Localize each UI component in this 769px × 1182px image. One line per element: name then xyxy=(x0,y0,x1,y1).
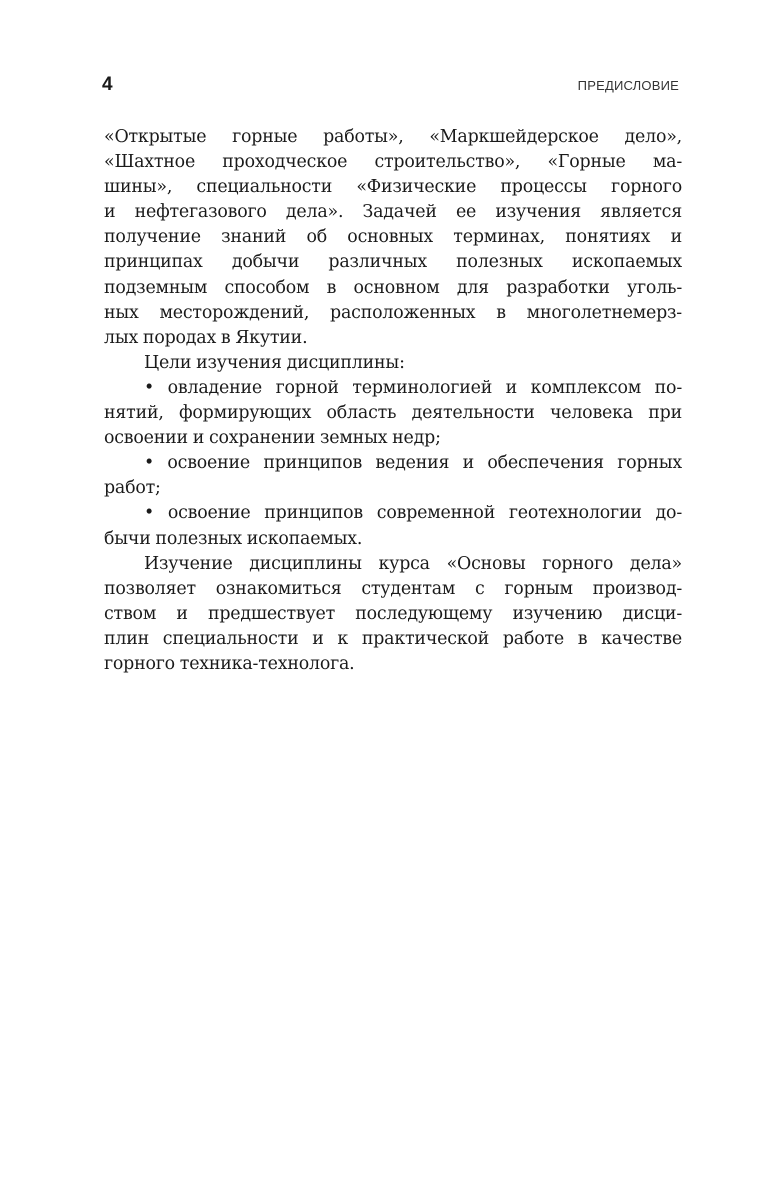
text-line: шины», специальности «Физические процессы горного xyxy=(104,177,682,198)
text-line: и нефтегазового дела». Задачей ее изучения является xyxy=(104,202,682,223)
body-text xyxy=(104,125,682,677)
page-header xyxy=(102,72,679,102)
text-line: ных месторождений, расположенных в многолетнемерз- xyxy=(104,302,682,323)
text-line: горного техника-технолога. xyxy=(104,653,355,674)
text-line: • освоение принципов ведения и обеспечения горных xyxy=(144,453,682,474)
paragraph-intro xyxy=(104,125,682,351)
text-line: • освоение принципов современной геотехнологии до- xyxy=(144,503,682,524)
text-line: получение знаний об основных терминах, понятиях и xyxy=(104,227,682,248)
text-line: освоении и сохранении земных недр; xyxy=(104,428,441,449)
bullet-item xyxy=(104,501,682,551)
text-line: плин специальности и к практической работе в качестве xyxy=(104,628,682,649)
paragraph-conclusion xyxy=(104,552,682,677)
text-line: Изучение дисциплины курса «Основы горного дела» xyxy=(144,553,682,574)
text-line: бычи полезных ископаемых. xyxy=(104,528,363,549)
text-line: позволяет ознакомиться студентам с горным производ- xyxy=(104,578,682,599)
bullet-item xyxy=(104,376,682,451)
text-line: «Открытые горные работы», «Маркшейдерское дело», xyxy=(104,127,682,147)
text-line: Цели изучения дисциплины: xyxy=(144,352,405,373)
text-line: лых породах в Якутии. xyxy=(104,327,308,348)
running-head: ПРЕДИСЛОВИЕ xyxy=(577,78,679,93)
text-line: ством и предшествует последующему изучению дисци- xyxy=(104,603,682,624)
text-line: «Шахтное проходческое строительство», «Горные ма- xyxy=(104,152,682,173)
text-line: работ; xyxy=(104,478,161,499)
text-line: нятий, формирующих область деятельности человека при xyxy=(104,403,682,424)
bullet-item xyxy=(104,451,682,501)
text-line: принципах добычи различных полезных ископаемых xyxy=(104,252,682,273)
text-line: подземным способом в основном для разработки уголь- xyxy=(104,277,682,298)
paragraph-goals-heading xyxy=(104,351,682,376)
text-line: • овладение горной терминологией и комплексом по- xyxy=(144,377,682,398)
page-number: 4 xyxy=(102,74,113,95)
